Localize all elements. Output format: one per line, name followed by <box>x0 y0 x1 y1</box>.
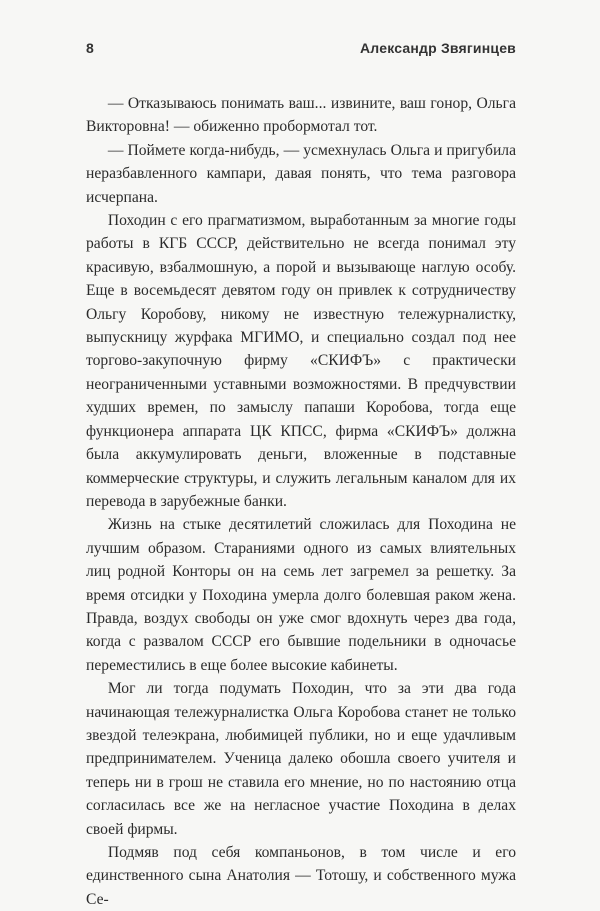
page-number: 8 <box>86 40 94 56</box>
paragraph: — Поймете когда-нибудь, — усмехнулась Ольга и пригубила неразбавленного кампари, давая понять, что тема разговора исчерпана. <box>86 141 516 206</box>
paragraph: Мог ли тогда подумать Походин, что за эти два года начинающая тележурналистка Ольга Коробова станет не только звездой телеэкрана, любимицей публики, но и еще удачливым предпринимателем. Ученица далеко обошла своего учителя и теперь ни в грош не ставила его мнение, но по настоянию отца согласилась все же на негласное участие Походина в делах своей фирмы. <box>86 680 516 838</box>
paragraph: Походин с его прагматизмом, выработанным за многие годы работы в КГБ СССР, действительно не всегда понимал эту красивую, взбалмошную, а порой и вызывающе наглую особу. Еще в восемьдесят девятом году он привлек к сотрудничеству Ольгу Коробову, никому не известную тележурналистку, выпускницу журфака МГИМО, и специально создал под нее торгово-закупочную фирму «СКИФЪ» с практически неограниченными уставными возможностями. В предчувствии худших времен, по замыслу папаши Коробова, тогда еще функционера аппарата ЦК КПСС, фирма «СКИФЪ» должна была аккумулировать деньги, вложенные в подставные коммерческие структуры, и служить легальным каналом для их перевода в зарубежные банки. <box>86 212 516 510</box>
paragraph: — Отказываюсь понимать ваш... извините, ваш гонор, Ольга Викторовна! — обиженно пробормотал тот. <box>86 95 516 136</box>
running-title: Александр Звягинцев <box>359 40 516 56</box>
paragraph: Подмяв под себя компаньонов, в том числе и его единственного сына Анатолия — Тотошу, и собственного мужа Се- <box>86 844 516 908</box>
page-header <box>86 40 516 62</box>
paragraph: Жизнь на стыке десятилетий сложилась для Походина не лучшим образом. Стараниями одного из самых влиятельных лиц родной Конторы он на семь лет загремел за решетку. За время отсидки у Походина умерла долго болевшая раком жена. Правда, воздух свободы он уже смог вдохнуть через два года, когда с развалом СССР его бывшие подельники в одночасье переместились в еще более высокие кабинеты. <box>86 516 516 674</box>
body-text <box>86 92 516 911</box>
